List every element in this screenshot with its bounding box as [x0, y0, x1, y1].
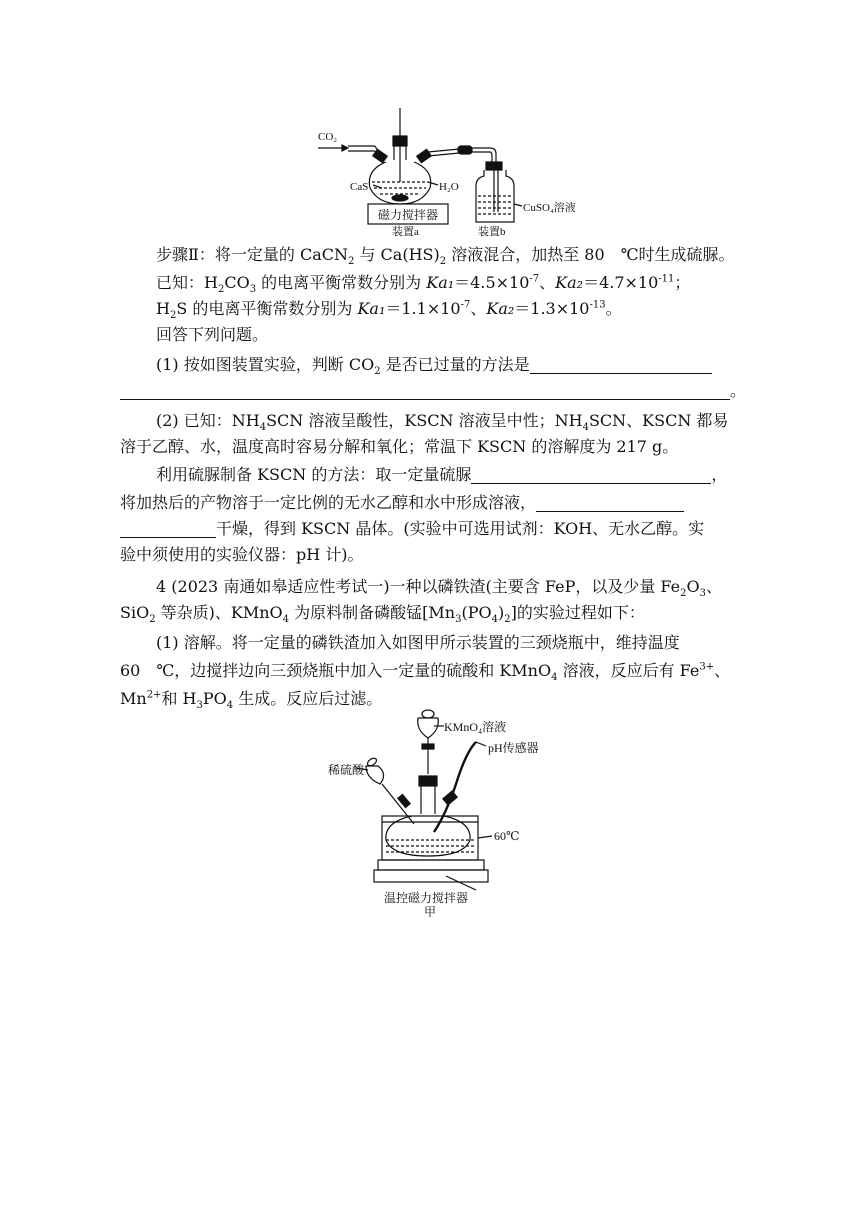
stirrer-label: 温控磁力搅拌器	[384, 891, 469, 905]
question-4-line4: 60 ℃，边搅拌边向三颈烧瓶中加入一定量的硫酸和 KMnO$_4$ 溶液，反应后有 $Fe^{3+}$、	[120, 661, 731, 684]
apparatus-b-label: 装置b	[478, 226, 506, 238]
co2-label: CO₂	[318, 131, 338, 143]
stirrer-label: 磁力搅拌器	[378, 208, 439, 222]
question-2-line6: 验中须使用的实验仪器：pH 计)。	[120, 545, 364, 564]
known-h2co3-line: 已知：$H_2CO_3$ 的电离平衡常数分别为 $Ka_1=4.5\times 10^{-7}$、$Ka_2=4.7\times 10^{-11}$；	[156, 273, 691, 296]
answer-prompt: 回答下列问题。	[156, 325, 269, 344]
known-h2s-line: $H_2S$ 的电离平衡常数分别为 $Ka_1=1.1\times 10^{-7}$、$Ka_2=1.3\times 10^{-13}$。	[156, 299, 622, 322]
kmno4-label: KMnO₄溶液	[444, 720, 507, 734]
h2o-label: H₂O	[439, 181, 459, 193]
temperature-label: 60℃	[494, 829, 520, 843]
question-2-line1: (2) 已知：$NH_4SCN$ 溶液呈酸性，KSCN 溶液呈中性；$NH_4SCN$、KSCN 都易	[156, 411, 729, 434]
apparatus-a-label: 装置a	[392, 226, 419, 238]
question-4-line5: $Mn^{2+}$和 $H_3PO_4$ 生成。反应后过滤。	[120, 689, 383, 712]
question-2-line3: 利用硫脲制备 KSCN 的方法：取一定量硫脲 ，	[156, 465, 728, 484]
cas-label: CaS	[350, 181, 369, 193]
question-4-line1: 4 (2023 南通如皋适应性考试一)一种以磷铁渣(主要含 FeP，以及少量 $Fe_2O_3$、	[156, 577, 723, 600]
ph-sensor-label: pH传感器	[488, 741, 539, 755]
question-4-line2: SiO$_2$ 等杂质)、KMnO$_4$ 为原料制备磷酸锰$[Mn_3(PO_4)_2]$的实验过程如下：	[120, 603, 645, 626]
question-2-line2: 溶于乙醇、水，温度高时容易分解和氧化；常温下 KSCN 的溶解度为 217 g。	[120, 437, 679, 456]
apparatus-figure-ab	[300, 100, 600, 240]
answer-blank[interactable]	[471, 465, 711, 484]
step-2-line: 步骤Ⅱ：将一定量的 CaCN$_2$ 与 $Ca(HS)_2$ 溶液混合，加热至 80 ℃时生成硫脲。	[156, 245, 735, 268]
answer-blank[interactable]	[120, 381, 730, 400]
question-1-line1: (1) 按如图装置实验，判断 $CO_2$ 是否已过量的方法是	[156, 350, 776, 380]
answer-blank[interactable]	[536, 493, 684, 512]
cuso4-label: CuSO₄溶液	[523, 202, 576, 214]
figure-caption: 甲	[424, 905, 437, 919]
question-4-line3: (1) 溶解。将一定量的磷铁渣加入如图甲所示装置的三颈烧瓶中，维持温度	[156, 633, 680, 652]
question-1-line2: 。	[120, 376, 740, 406]
dilute-acid-label: 稀硫酸	[328, 763, 365, 777]
answer-blank[interactable]	[120, 519, 216, 538]
question-2-line5: 干燥，得到 KSCN 晶体。(实验中可选用试剂：KOH、无水乙醇。实	[120, 514, 740, 544]
answer-blank[interactable]	[530, 355, 712, 374]
apparatus-figure-jia	[326, 704, 546, 919]
question-2-line4: 将加热后的产物溶于一定比例的无水乙醇和水中形成溶液，	[120, 488, 740, 518]
